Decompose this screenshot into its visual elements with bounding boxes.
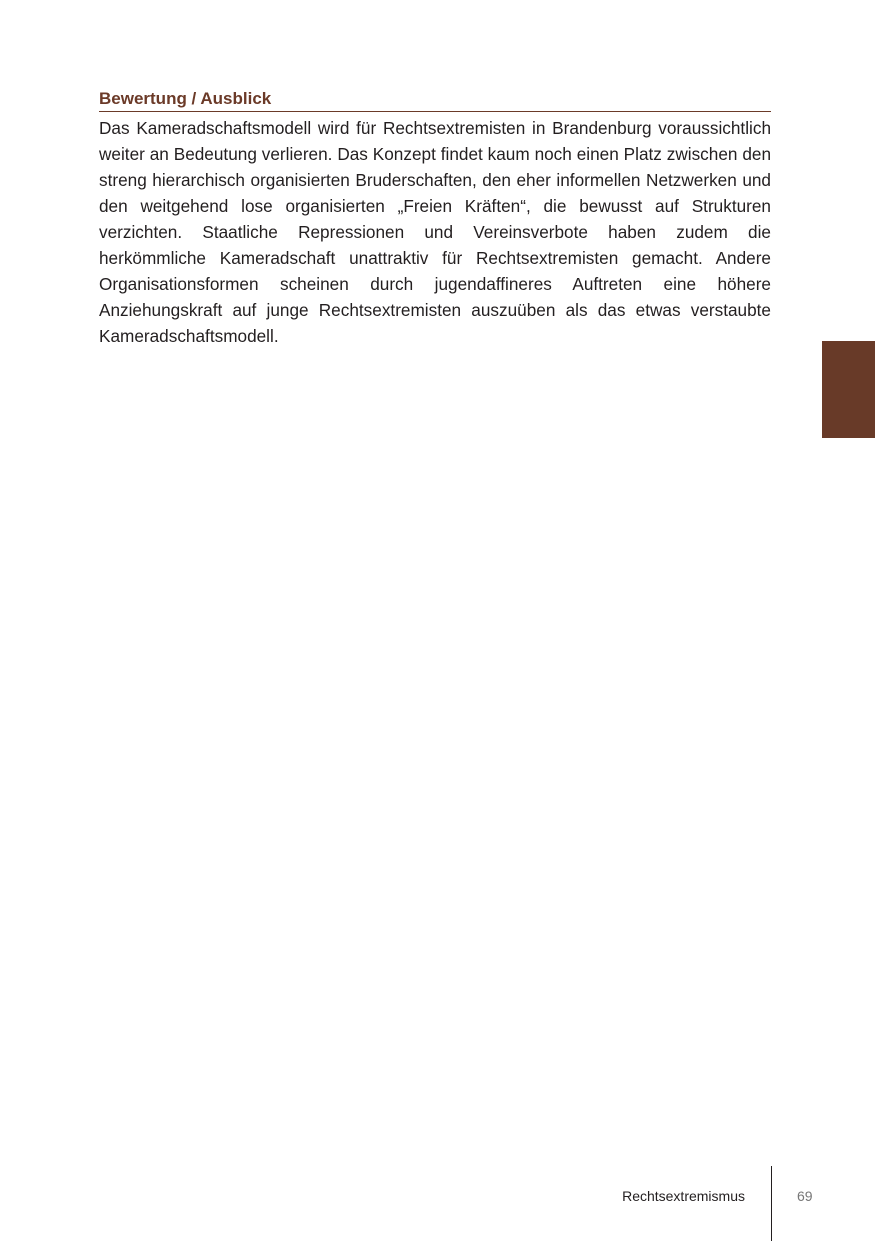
page-number: 69 bbox=[797, 1188, 813, 1204]
section-content bbox=[99, 88, 771, 349]
section-paragraph: Das Kameradschaftsmodell wird für Rechtsextremisten in Brandenburg voraussichtlich weiter an Bedeutung verlieren. Das Konzept findet kaum noch einen Platz zwischen den streng hierarchisch organisierten Bruderschaften, den eher informellen Netzwerken und den weitgehend lose organisierten „Freien Kräften“, die bewusst auf Strukturen verzichten. Staatliche Repressionen und Vereinsverbote haben zudem die herkömmliche Kameradschaft unattraktiv für Rechtsextremisten gemacht. Andere Organisationsformen scheinen durch jugendaffineres Auftreten eine höhere Anziehungskraft auf junge Rechtsextremisten auszuüben als das etwas verstaubte Kameradschaftsmodell. bbox=[99, 118, 771, 346]
footer-chapter-title: Rechtsextremismus bbox=[622, 1188, 745, 1204]
section-heading: Bewertung / Ausblick bbox=[99, 88, 771, 112]
footer-divider bbox=[771, 1166, 772, 1241]
chapter-tab-marker bbox=[822, 341, 875, 438]
